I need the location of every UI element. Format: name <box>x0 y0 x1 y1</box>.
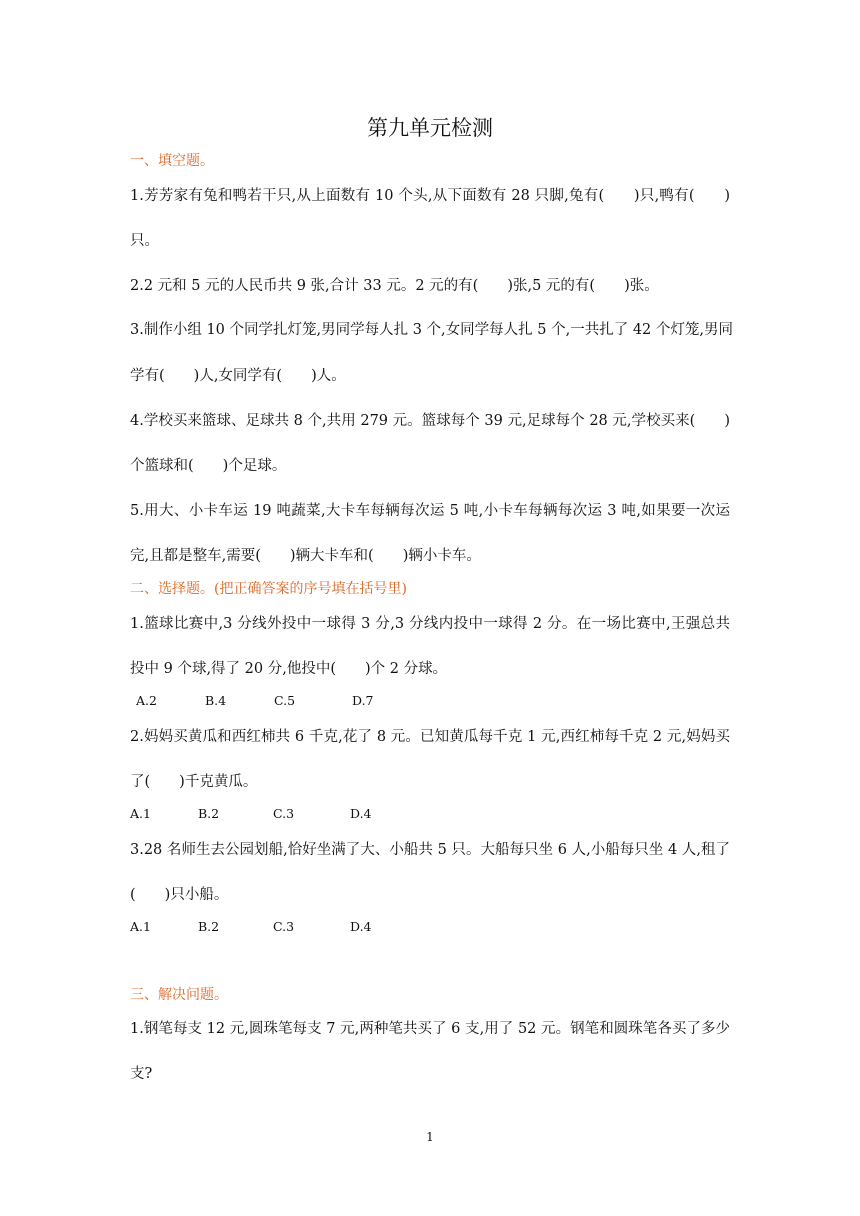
section-heading-fill: 一、填空题。 <box>130 153 214 169</box>
option-c: C.3 <box>273 919 295 934</box>
question-text: 3.28 名师生去公园划船,恰好坐满了大、小船共 5 只。大船每只坐 6 人,小船每只坐 4 人,租了 <box>130 842 730 858</box>
option-a: A.2 <box>136 693 157 708</box>
question-text: 学有( )人,女同学有( )人。 <box>130 368 346 384</box>
option-d: D.4 <box>350 806 372 821</box>
question-text: 完,且都是整车,需要( )辆大卡车和( )辆小卡车。 <box>130 548 481 564</box>
option-d: D.7 <box>352 693 374 708</box>
question-text: 4.学校买来篮球、足球共 8 个,共用 279 元。篮球每个 39 元,足球每个 28 元,学校买来( ) <box>130 413 730 429</box>
question-text: 1.钢笔每支 12 元,圆珠笔每支 7 元,两种笔共买了 6 支,用了 52 元。钢笔和圆珠笔各买了多少 <box>130 1021 730 1037</box>
section-heading-solve: 三、解决问题。 <box>130 987 228 1003</box>
option-a: A.1 <box>130 806 151 821</box>
option-b: B.2 <box>198 806 220 821</box>
question-text: 支? <box>130 1066 153 1082</box>
option-b: B.4 <box>205 693 227 708</box>
option-a: A.1 <box>130 919 151 934</box>
question-text: 只。 <box>130 233 159 249</box>
option-c: C.3 <box>273 806 295 821</box>
question-text: 5.用大、小卡车运 19 吨蔬菜,大卡车每辆每次运 5 吨,小卡车每辆每次运 3 吨,如果要一次运 <box>130 503 730 519</box>
question-text: 1.篮球比赛中,3 分线外投中一球得 3 分,3 分线内投中一球得 2 分。在一场比赛中,王强总共 <box>130 616 730 632</box>
question-text: ( )只小船。 <box>130 887 229 903</box>
question-text: 2.妈妈买黄瓜和西红柿共 6 千克,花了 8 元。已知黄瓜每千克 1 元,西红柿每千克 2 元,妈妈买 <box>130 729 730 745</box>
option-d: D.4 <box>350 919 372 934</box>
option-c: C.5 <box>274 693 296 708</box>
page-number: 1 <box>426 1130 434 1144</box>
section-heading-choice: 二、选择题。(把正确答案的序号填在括号里) <box>130 581 407 597</box>
option-b: B.2 <box>198 919 220 934</box>
question-text: 了( )千克黄瓜。 <box>130 774 258 790</box>
question-text: 3.制作小组 10 个同学扎灯笼,男同学每人扎 3 个,女同学每人扎 5 个,一共扎了 42 个灯笼,男同 <box>130 322 733 338</box>
question-text: 1.芳芳家有兔和鸭若干只,从上面数有 10 个头,从下面数有 28 只脚,兔有( )只,鸭有( ) <box>130 188 730 204</box>
question-text: 个篮球和( )个足球。 <box>130 458 287 474</box>
question-text: 2.2 元和 5 元的人民币共 9 张,合计 33 元。2 元的有( )张,5 元的有( )张。 <box>130 278 659 294</box>
question-text: 投中 9 个球,得了 20 分,他投中( )个 2 分球。 <box>130 661 448 677</box>
page-title: 第九单元检测 <box>367 116 493 140</box>
